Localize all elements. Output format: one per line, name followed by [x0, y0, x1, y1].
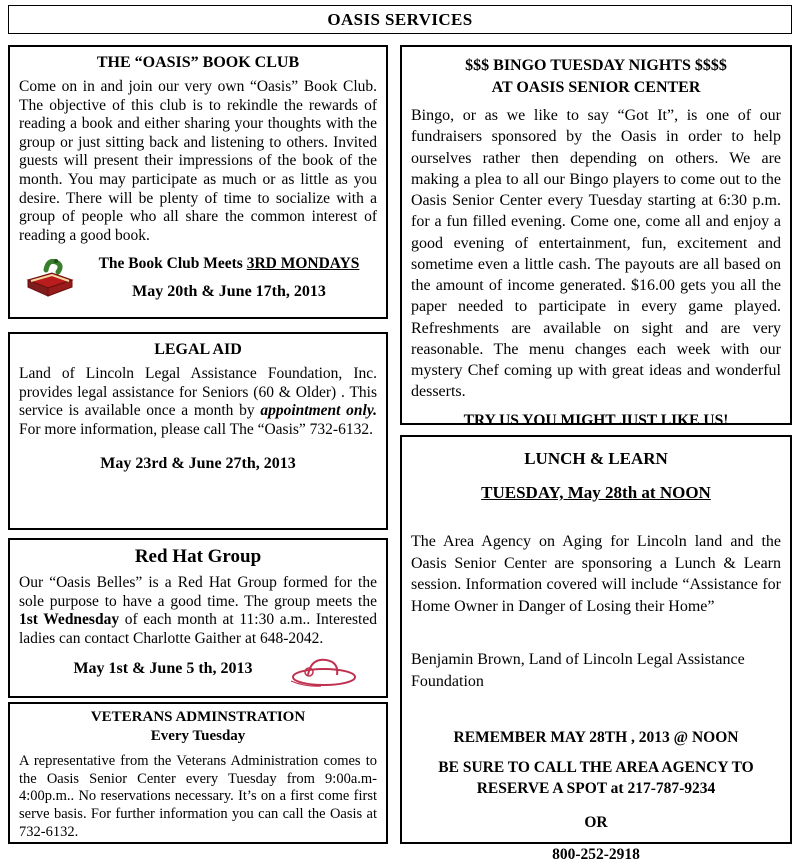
red-hat-icon	[286, 651, 360, 694]
legal-aid-body-1: Land of Lincoln Legal Assistance Foundation, Inc. provides legal assistance for Seniors (60 & Older) . This service is available once a month by	[19, 365, 377, 420]
red-hat-dates: May 1st & June 5 th, 2013	[73, 660, 253, 678]
veterans-subtitle: Every Tuesday	[150, 728, 246, 744]
red-hat-section	[8, 538, 388, 698]
book-club-meets-label: The Book Club Meets	[98, 255, 247, 273]
red-hat-title: Red Hat Group	[134, 546, 262, 567]
legal-aid-title: LEGAL AID	[154, 341, 242, 358]
lunch-learn-call-line: BE SURE TO CALL THE AREA AGENCY TO RESERVE A SPOT at 217-787-9234	[438, 758, 754, 798]
lunch-learn-remember-line: REMEMBER MAY 28TH , 2013 @ NOON	[453, 728, 739, 746]
book-club-meets-line	[81, 255, 377, 273]
page-title: OASIS SERVICES	[327, 9, 473, 29]
book-club-dates: May 20th & June 17th, 2013	[132, 283, 326, 301]
page-header	[8, 5, 792, 34]
lunch-learn-speaker: Benjamin Brown, Land of Lincoln Legal Assistance Foundation	[411, 651, 745, 690]
bingo-title-line1: $$$ BINGO TUESDAY NIGHTS $$$$	[465, 57, 727, 74]
red-hat-body	[19, 574, 377, 648]
lunch-learn-or: OR	[584, 813, 608, 831]
red-hat-body-1: Our “Oasis Belles” is a Red Hat Group formed for the sole purpose to have a good time. The group meets the	[19, 574, 377, 610]
legal-aid-body	[19, 365, 377, 439]
book-club-meeting	[81, 255, 377, 301]
bingo-body: Bingo, or as we like to say “Got It”, is one of our fundraisers sponsored by the Oasis in order to help ourselves rather then depending on others. We are making a plea to all our Bingo players to come out to the Oasis Senior Center every Tuesday starting at 6:30 p.m. for a fun filled evening. Come one, come all and enjoy a good evening of entertainment, fun, excitement and sometime even a little cash. The payouts are all based on the amount of income generated. $16.00 gets you all the paper needed to participate in every game played. Refreshments are available on sight and are very reasonable. The menu changes each week with our mystery Chef coming up with great ideas and wonderful desserts.	[411, 107, 781, 401]
veterans-body: A representative from the Veterans Administration comes to the Oasis Senior Center every Tuesday from 9:00a.m-4:00p.m.. No reservations necessary. It’s on a first come first serve basis. For further information you can call the Oasis at 732-6132.	[19, 753, 377, 840]
book-club-meets-day: 3RD MONDAYS	[246, 255, 360, 273]
book-worm-icon	[19, 256, 81, 300]
bingo-section	[400, 45, 792, 429]
book-club-body: Come on in and join our very own “Oasis” Book Club. The objective of this club is to rekindle the rewards of reading a book and either sharing your thoughts with the group or just sitting back and listening to others. Invited guests will present their impressions of the book of the month. You may participate as much or as little as you desire. There will be plenty of time to socialize with a group of people who all share the common interest of reading a good book.	[19, 78, 377, 244]
bingo-footer: TRY US YOU MIGHT JUST LIKE US!	[463, 411, 729, 429]
book-club-title: THE “OASIS” BOOK CLUB	[96, 54, 300, 71]
lunch-learn-body: The Area Agency on Aging for Lincoln land and the Oasis Senior Center are sponsoring a Lunch & Learn session. Information covered will include “Assistance for Home Owner in Danger of Losing their Home”	[411, 533, 781, 615]
book-club-section	[8, 45, 388, 319]
legal-aid-section	[8, 332, 388, 530]
lunch-learn-title: LUNCH & LEARN	[524, 449, 668, 468]
bingo-title-line2: AT OASIS SENIOR CENTER	[491, 79, 701, 96]
lunch-learn-phone: 800-252-2918	[552, 845, 640, 863]
legal-aid-body-2: For more information, please call The “Oasis” 732-6132.	[19, 420, 373, 438]
book-club-footer	[19, 255, 377, 301]
red-hat-meeting-day: 1st Wednesday	[19, 611, 120, 629]
veterans-title: VETERANS ADMINSTRATION	[90, 709, 306, 725]
veterans-section	[8, 702, 388, 844]
legal-aid-appointment-emphasis: appointment only.	[260, 402, 377, 420]
lunch-learn-section	[400, 435, 792, 863]
red-hat-body-2: of each month at 11:30 a.m.. Interested ladies can contact Charlotte Gaither at 648-2042.	[19, 611, 377, 647]
legal-aid-dates: May 23rd & June 27th, 2013	[100, 455, 296, 473]
lunch-learn-date-subtitle: TUESDAY, May 28th at NOON	[481, 483, 711, 502]
